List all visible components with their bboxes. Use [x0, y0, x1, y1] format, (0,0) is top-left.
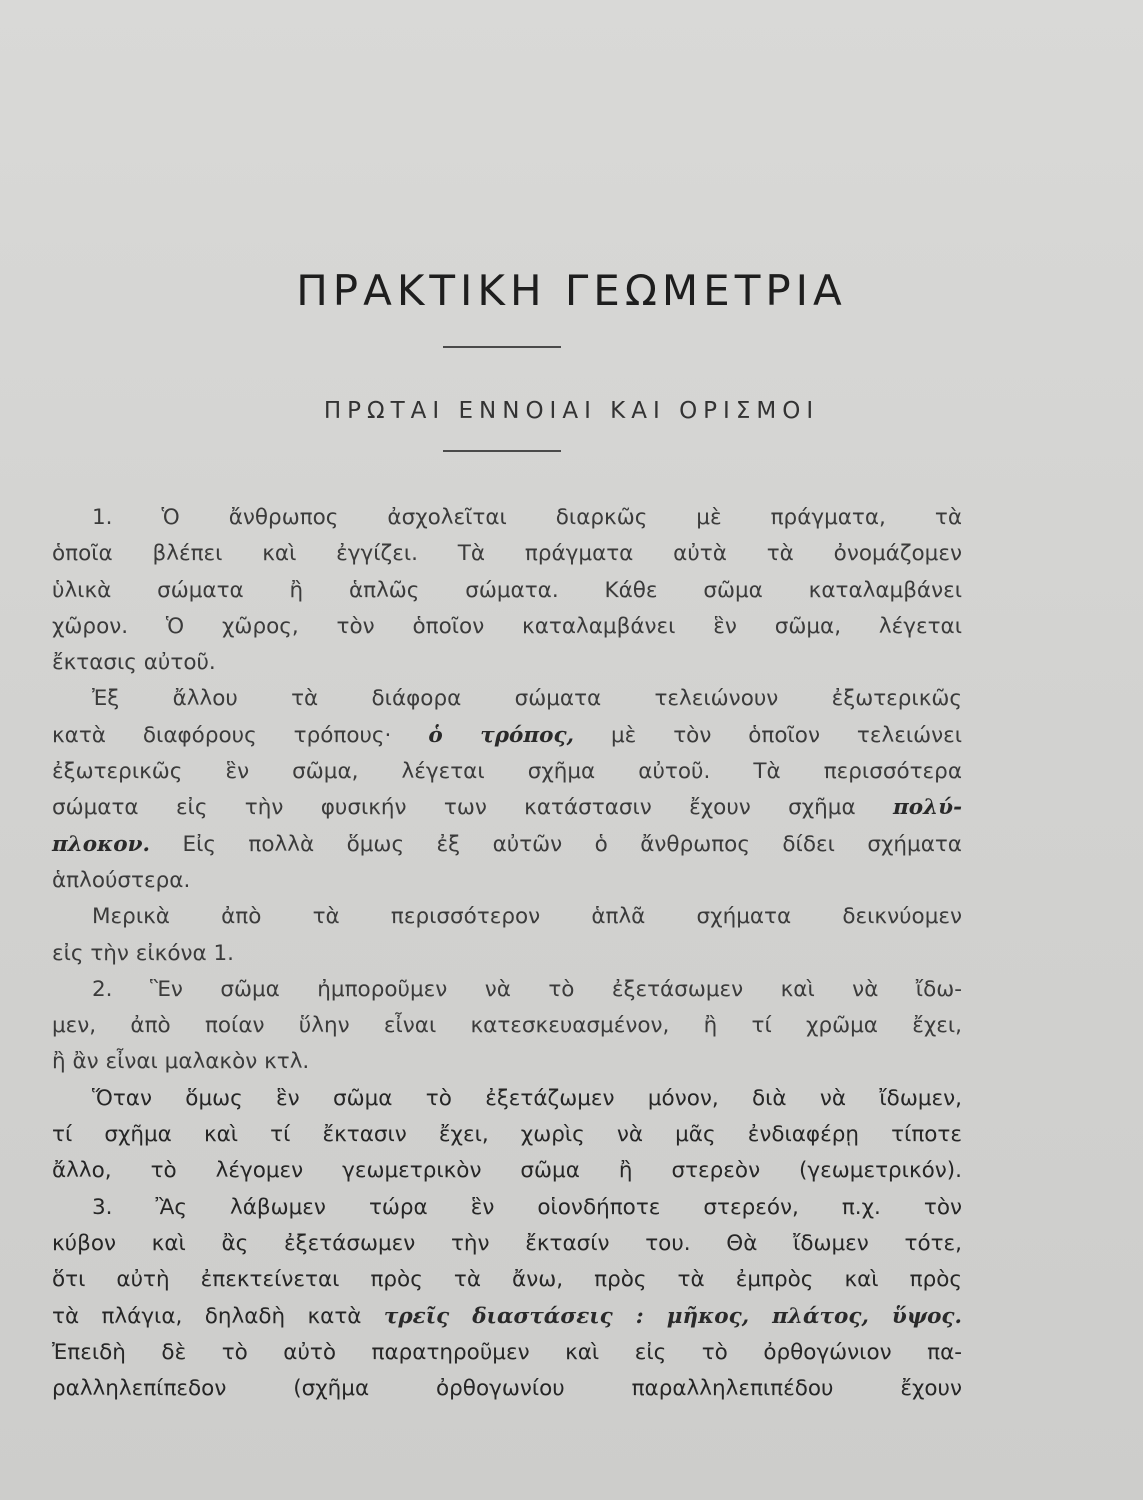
text-line: ἢ ἂν εἶναι μαλακὸν κτλ.: [52, 1049, 310, 1075]
text-line: Ἐξ ἄλλου τὰ διάφορα σώματα τελειώνουν ἐξωτερικῶς: [92, 686, 962, 712]
emphasized-term: τρεῖς διαστάσεις : μῆκος, πλάτος, ὕψος.: [383, 1303, 962, 1329]
text-line: [52, 1299, 962, 1335]
body-text: [52, 500, 962, 1407]
text-line: εἰς τὴν εἰκόνα 1.: [52, 940, 235, 966]
emphasized-term: ὁ τρόπος,: [428, 722, 575, 748]
text-line: ἐξωτερικῶς ἓν σῶμα, λέγεται σχῆμα αὐτοῦ. Τὰ περισσότερα: [52, 759, 962, 785]
text-line: 2. Ἓν σῶμα ἠμποροῦμεν νὰ τὸ ἐξετάσωμεν καὶ νὰ ἴδω-: [92, 976, 962, 1002]
text-segment: κατὰ διαφόρους τρόπους·: [52, 722, 392, 748]
page-title: ΠΡΑΚΤΙΚΗ ΓΕΩΜΕΤΡΙΑ: [296, 266, 847, 315]
heading-divider: [443, 450, 561, 452]
text-line: Ἐπειδὴ δὲ τὸ αὐτὸ παρατηροῦμεν καὶ εἰς τὸ ὀρθογώνιον πα-: [52, 1339, 962, 1365]
text-line: [52, 718, 962, 754]
text-line: 3. Ἂς λάβωμεν τώρα ἓν οἱονδήποτε στερεόν, π.χ. τὸν: [92, 1194, 962, 1220]
text-line: 1. Ὁ ἄνθρωπος ἀσχολεῖται διαρκῶς μὲ πράγματα, τὰ: [92, 505, 962, 530]
text-line: ὑλικὰ σώματα ἢ ἁπλῶς σώματα. Κάθε σῶμα καταλαμβάνει: [52, 577, 962, 603]
text-line: ραλληλεπίπεδον (σχῆμα ὀρθογωνίου παραλληλεπιπέδου ἔχουν: [52, 1376, 962, 1402]
text-line: ὅτι αὐτὴ ἐπεκτείνεται πρὸς τὰ ἄνω, πρὸς τὰ ἐμπρὸς καὶ πρὸς: [52, 1267, 962, 1293]
text-line: τί σχῆμα καὶ τί ἔκτασιν ἔχει, χωρὶς νὰ μᾶς ἐνδιαφέρῃ τίποτε: [52, 1122, 962, 1148]
section-heading: ΠΡΩΤΑΙ ΕΝΝΟΙΑΙ ΚΑΙ ΟΡΙΣΜΟΙ: [323, 398, 820, 424]
emphasized-term: πολύ-: [893, 795, 962, 821]
title-divider: [443, 346, 561, 348]
emphasized-term: πλοκον.: [52, 831, 151, 857]
text-line: ὁποῖα βλέπει καὶ ἐγγίζει. Τὰ πράγματα αὐτὰ τὰ ὀνομάζομεν: [52, 541, 962, 567]
text-segment: Εἰς πολλὰ ὅμως ἐξ αὐτῶν ὁ ἄνθρωπος δίδει σχήματα: [182, 831, 962, 857]
text-segment: μὲ τὸν ὁποῖον τελειώνει: [610, 722, 962, 748]
text-line: Ὅταν ὅμως ἓν σῶμα τὸ ἐξετάζωμεν μόνον, διὰ νὰ ἴδωμεν,: [92, 1085, 962, 1111]
text-line: κύβον καὶ ἂς ἐξετάσωμεν τὴν ἔκτασίν του. Θὰ ἴδωμεν τότε,: [52, 1230, 962, 1256]
text-line: [52, 790, 962, 826]
text-line: μεν, ἀπὸ ποίαν ὕλην εἶναι κατεσκευασμένον, ἢ τί χρῶμα ἔχει,: [52, 1013, 962, 1039]
text-segment: σώματα εἰς τὴν φυσικήν των κατάστασιν ἔχουν σχῆμα: [52, 795, 856, 821]
text-line: ἔκτασις αὐτοῦ.: [52, 650, 216, 676]
text-line: ἄλλο, τὸ λέγομεν γεωμετρικὸν σῶμα ἢ στερεὸν (γεωμετρικόν).: [52, 1158, 962, 1184]
text-line: ἁπλούστερα.: [52, 867, 191, 893]
text-line: χῶρον. Ὁ χῶρος, τὸν ὁποῖον καταλαμβάνει ἓν σῶμα, λέγεται: [52, 613, 962, 639]
text-line: Μερικὰ ἀπὸ τὰ περισσότερον ἁπλᾶ σχήματα δεικνύομεν: [92, 904, 962, 930]
text-line: [52, 827, 962, 863]
text-segment: τὰ πλάγια, δηλαδὴ κατὰ: [52, 1303, 362, 1329]
